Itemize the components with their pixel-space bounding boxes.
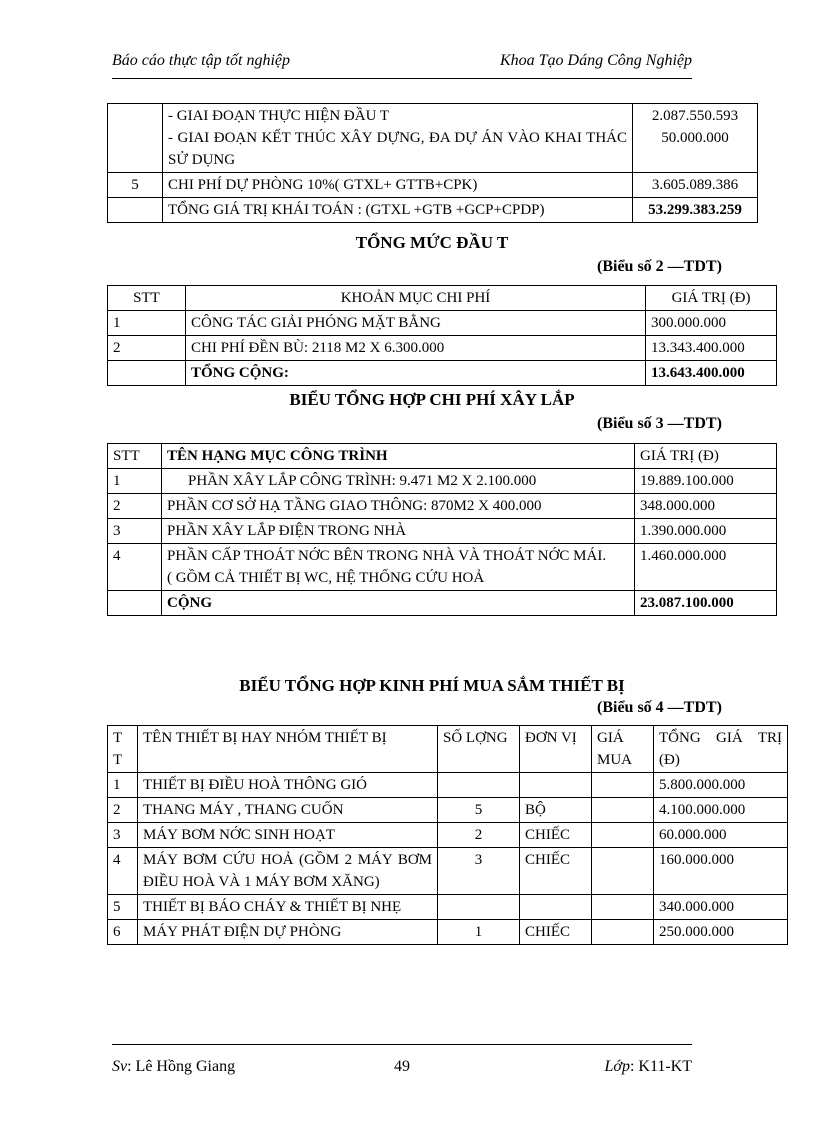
footer-class	[605, 1058, 693, 1076]
header-left: Báo cáo thực tập tốt nghiệp	[112, 52, 291, 69]
footer-rule	[112, 1044, 692, 1045]
table-row	[108, 494, 777, 519]
tt-cell: 3	[108, 823, 138, 848]
price-cell	[592, 895, 654, 920]
stt-cell: 3	[108, 519, 162, 544]
header-item: TÊN HẠNG MỤC CÔNG TRÌNH	[162, 444, 635, 469]
header-total: TỔNG GIÁ TRỊ (Đ)	[654, 726, 788, 773]
table-row	[108, 798, 788, 823]
footer-student	[112, 1058, 235, 1076]
value-cell: 13.343.400.000	[646, 336, 777, 361]
table-row	[108, 895, 788, 920]
value-cell: 3.605.089.386	[633, 173, 758, 198]
table-continued	[107, 103, 758, 223]
page-number: 49	[394, 1058, 410, 1075]
item-cell: TỔNG CỘNG:	[186, 361, 646, 386]
table-row	[108, 591, 777, 616]
stt-cell	[108, 591, 162, 616]
name-cell: THANG MÁY , THANG CUỐN	[138, 798, 438, 823]
tt-cell: 2	[108, 798, 138, 823]
table-row	[108, 311, 777, 336]
value-cell: 53.299.383.259	[633, 198, 758, 223]
student-label: Sv	[112, 1058, 128, 1075]
qty-cell: 1	[438, 920, 520, 945]
unit-cell	[520, 895, 592, 920]
header-name: TÊN THIẾT BỊ HAY NHÓM THIẾT BỊ	[138, 726, 438, 773]
value-cell: 1.390.000.000	[635, 519, 777, 544]
unit-cell: BỘ	[520, 798, 592, 823]
value-cell: 1.460.000.000	[635, 544, 777, 591]
header-tt: T T	[108, 726, 138, 773]
table-row	[108, 848, 788, 895]
qty-cell: 5	[438, 798, 520, 823]
price-cell	[592, 920, 654, 945]
table-row	[108, 173, 758, 198]
stt-cell	[108, 198, 163, 223]
item-line: ( GỒM CẢ THIẾT BỊ WC, HỆ THỐNG CỨU HOẢ	[167, 570, 485, 586]
table-header-row	[108, 444, 777, 469]
header-right: Khoa Tạo Dáng Công Nghiệp	[499, 52, 692, 69]
total-cell: 60.000.000	[654, 823, 788, 848]
price-cell	[592, 823, 654, 848]
table-header-row	[108, 286, 777, 311]
price-cell	[592, 773, 654, 798]
item-cell: PHẦN XÂY LẮP ĐIỆN TRONG NHÀ	[162, 519, 635, 544]
item-cell: TỔNG GIÁ TRỊ KHÁI TOÁN : (GTXL +GTB +GCP+CPDP)	[163, 198, 633, 223]
table-row	[108, 920, 788, 945]
table-row	[108, 361, 777, 386]
section2-note: (Biểu số 2 —TDT)	[597, 258, 722, 275]
value-cell: 348.000.000	[635, 494, 777, 519]
tt-cell: 5	[108, 895, 138, 920]
value-cell: 19.889.100.000	[635, 469, 777, 494]
unit-cell: CHIẾC	[520, 848, 592, 895]
tt-cell: 4	[108, 848, 138, 895]
table-row	[108, 544, 777, 591]
stt-cell	[108, 104, 163, 173]
header-stt: STT	[108, 444, 162, 469]
student-name: : Lê Hồng Giang	[127, 1058, 236, 1075]
table-header-row	[108, 726, 788, 773]
header-stt: STT	[108, 286, 186, 311]
name-cell: MÁY PHÁT ĐIỆN DỰ PHÒNG	[138, 920, 438, 945]
unit-cell	[520, 773, 592, 798]
value-line: 50.000.000	[661, 130, 729, 146]
price-cell	[592, 848, 654, 895]
name-cell: MÁY BƠM CỨU HOẢ (GỒM 2 MÁY BƠM ĐIỀU HOÀ VÀ 1 MÁY BƠM XĂNG)	[138, 848, 438, 895]
total-cell: 4.100.000.000	[654, 798, 788, 823]
class-value: : K11-KT	[629, 1058, 692, 1075]
stt-cell: 2	[108, 336, 186, 361]
header-item: KHOẢN MỤC CHI PHÍ	[186, 286, 646, 311]
stt-cell: 1	[108, 469, 162, 494]
header-value: GIÁ TRỊ (Đ)	[635, 444, 777, 469]
item-line: PHẦN CẤP THOÁT NỚC BÊN TRONG NHÀ VÀ THOÁT NỚC MÁI.	[167, 548, 607, 564]
header-price: GIÁ MUA	[592, 726, 654, 773]
total-cell: 5.800.000.000	[654, 773, 788, 798]
page-header	[112, 50, 692, 78]
value-cell: 300.000.000	[646, 311, 777, 336]
table-section2	[107, 285, 777, 386]
item-cell: CHI PHÍ DỰ PHÒNG 10%( GTXL+ GTTB+CPK)	[163, 173, 633, 198]
total-cell: 250.000.000	[654, 920, 788, 945]
table-section4	[107, 725, 788, 945]
stt-cell: 1	[108, 311, 186, 336]
item-cell: CỘNG	[162, 591, 635, 616]
total-cell: 340.000.000	[654, 895, 788, 920]
header-qty: SỐ LỢNG	[438, 726, 520, 773]
header-rule	[112, 78, 692, 79]
table-row	[108, 519, 777, 544]
name-cell: THIẾT BỊ ĐIỀU HOÀ THÔNG GIÓ	[138, 773, 438, 798]
unit-cell: CHIẾC	[520, 920, 592, 945]
table-row	[108, 336, 777, 361]
name-cell: THIẾT BỊ BÁO CHÁY & THIẾT BỊ NHẸ	[138, 895, 438, 920]
section4-title: BIỂU TỔNG HỢP KINH PHÍ MUA SẮM THIẾT BỊ	[239, 676, 625, 695]
total-cell: 160.000.000	[654, 848, 788, 895]
item-line: - GIAI ĐOẠN KẾT THÚC XÂY DỰNG, ĐA DỰ ÁN VÀO KHAI THÁC SỬ DỤNG	[168, 130, 627, 168]
stt-cell: 2	[108, 494, 162, 519]
tt-cell: 6	[108, 920, 138, 945]
item-cell: CÔNG TÁC GIẢI PHÓNG MẶT BẰNG	[186, 311, 646, 336]
header-unit: ĐƠN VỊ	[520, 726, 592, 773]
table-row	[108, 198, 758, 223]
qty-cell: 2	[438, 823, 520, 848]
table-row	[108, 469, 777, 494]
qty-cell	[438, 773, 520, 798]
value-cell: 13.643.400.000	[646, 361, 777, 386]
class-label: Lớp	[604, 1058, 630, 1075]
value-cell: 23.087.100.000	[635, 591, 777, 616]
value-line: 2.087.550.593	[651, 108, 739, 124]
section2-title: TỔNG MỨC ĐẦU T	[355, 233, 509, 252]
section4-note: (Biểu số 4 —TDT)	[597, 699, 722, 716]
table-row	[108, 823, 788, 848]
item-cell: PHẦN CƠ SỞ HẠ TẦNG GIAO THÔNG: 870M2 X 400.000	[162, 494, 635, 519]
stt-cell	[108, 361, 186, 386]
tt-cell: 1	[108, 773, 138, 798]
item-line: - GIAI ĐOẠN THỰC HIỆN ĐẦU T	[168, 108, 390, 124]
qty-cell	[438, 895, 520, 920]
unit-cell: CHIẾC	[520, 823, 592, 848]
price-cell	[592, 798, 654, 823]
table-row	[108, 773, 788, 798]
section3-note: (Biểu số 3 —TDT)	[597, 415, 722, 432]
stt-cell: 5	[108, 173, 163, 198]
header-value: GIÁ TRỊ (Đ)	[646, 286, 777, 311]
section3-title: BIỂU TỔNG HỢP CHI PHÍ XÂY LẮP	[289, 390, 575, 409]
table-section3	[107, 443, 777, 616]
item-cell: CHI PHÍ ĐỀN BÙ: 2118 M2 X 6.300.000	[186, 336, 646, 361]
name-cell: MÁY BƠM NỚC SINH HOẠT	[138, 823, 438, 848]
qty-cell: 3	[438, 848, 520, 895]
table-row	[108, 104, 758, 173]
stt-cell: 4	[108, 544, 162, 591]
item-cell: PHẦN XÂY LẮP CÔNG TRÌNH: 9.471 M2 X 2.100.000	[162, 469, 635, 494]
